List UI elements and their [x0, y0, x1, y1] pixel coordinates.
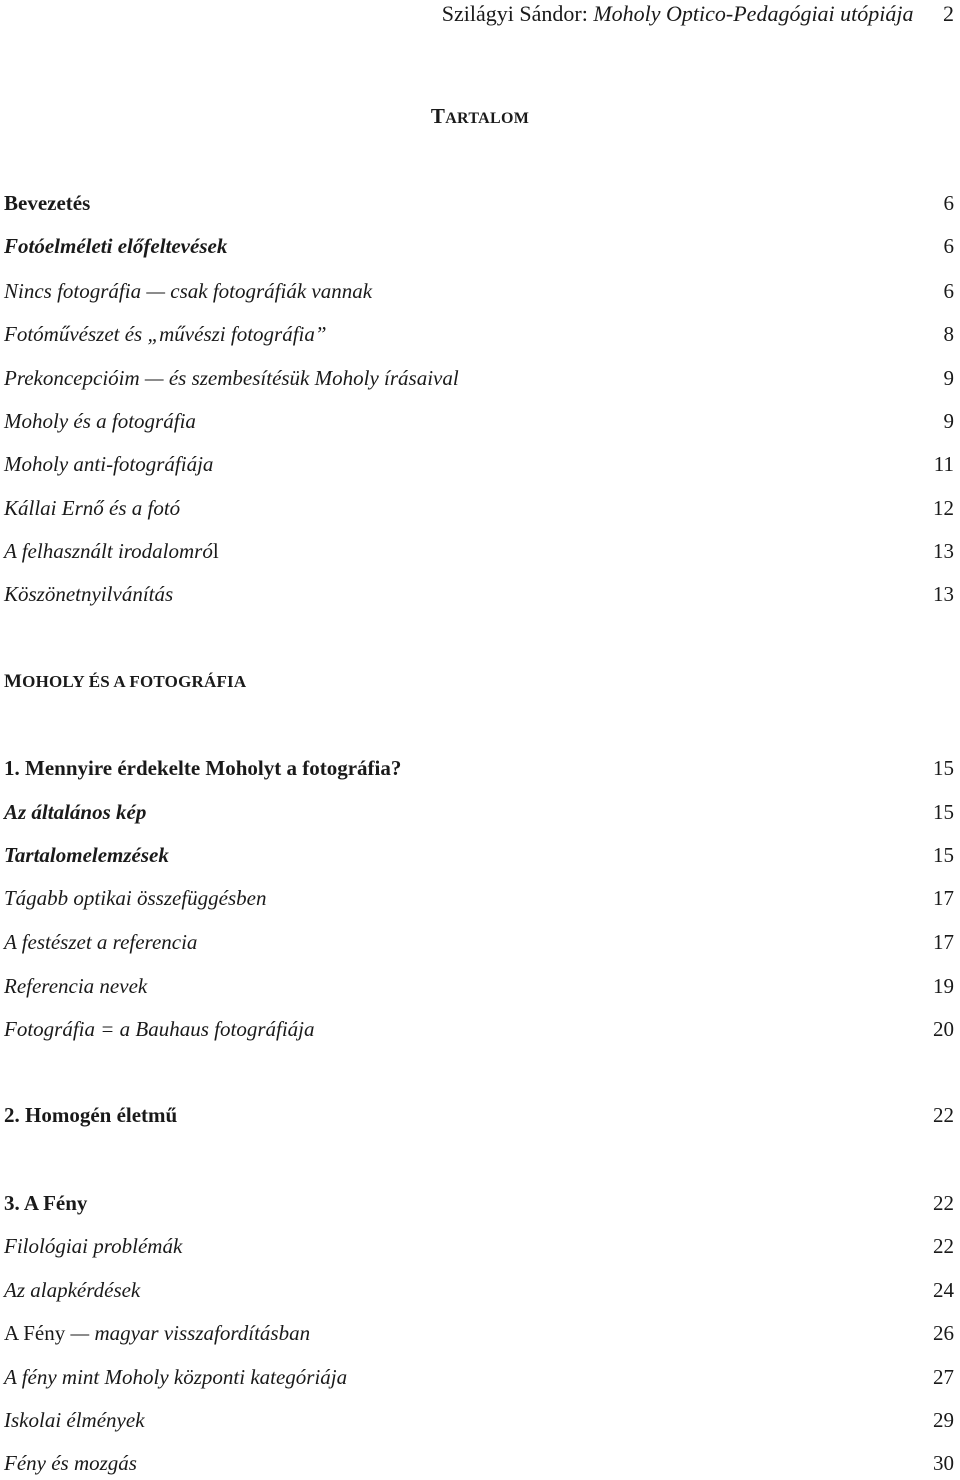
toc-section [4, 1274, 954, 1306]
toc-entry-label: Nincs fotográfia — csak fotográfiák vannak [4, 279, 373, 303]
toc-chapter-page: 15 [933, 756, 954, 780]
toc-entry-fotomuveszet [4, 318, 954, 350]
toc-section-page: 15 [933, 800, 954, 824]
toc-entry-nincs-fotografia [4, 275, 954, 307]
toc-section [4, 1230, 954, 1262]
toc-entry-page: 13 [933, 539, 954, 563]
toc-entry-page: 6 [943, 279, 954, 303]
toc-section-label: Referencia nevek [4, 974, 148, 998]
toc-entry-moholy-es-fotografia [4, 405, 954, 437]
toc-entry-kallai-erno [4, 492, 954, 524]
toc-chapter-2 [4, 1099, 954, 1131]
toc-entry-anti-fotografia [4, 448, 954, 480]
toc-section-label: Filológiai problémák [4, 1234, 183, 1258]
header-page-number: 2 [943, 1, 954, 26]
toc-section [4, 1447, 954, 1479]
part-heading-initial: M [4, 671, 23, 692]
toc-section-page: 22 [933, 1234, 954, 1258]
part-heading-word4: FOTOGRÁFIA [129, 672, 247, 691]
toc-section-page: 19 [933, 974, 954, 998]
toc-entry-label: Bevezetés [4, 191, 91, 215]
toc-section-label: Fotográfia = a Bauhaus fotográfiája [4, 1017, 315, 1041]
toc-section-page: 17 [933, 886, 954, 910]
toc-section-page: 27 [933, 1365, 954, 1389]
toc-heading-initial: T [430, 104, 446, 128]
toc-entry-label: Fotóelméleti előfeltevések [4, 234, 228, 258]
header-author: Szilágyi Sándor: [441, 1, 588, 26]
toc-entry-label: Fotóművészet és „művészi fotográfia” [4, 322, 327, 346]
toc-entry-koszonetnyilvanitas [4, 578, 954, 610]
toc-heading-rest: ARTALOM [445, 110, 530, 127]
toc-entry-label: Kállai Ernő és a fotó [4, 496, 181, 520]
part-heading [4, 671, 246, 693]
toc-section [4, 970, 954, 1002]
toc-section-label: Iskolai élmények [4, 1408, 145, 1432]
toc-section [4, 882, 954, 914]
toc-entry-prekoncepcioim [4, 362, 954, 394]
toc-entry-fotoelmeleti [4, 230, 954, 262]
toc-section [4, 839, 954, 871]
toc-entry-page: 8 [943, 322, 954, 346]
toc-chapter-page: 22 [933, 1103, 954, 1127]
toc-entry-label: Prekoncepcióim — és szembesítésük Moholy írásaival [4, 366, 459, 390]
toc-chapter-title: 3. A Fény [4, 1191, 88, 1215]
toc-section-page: 15 [933, 843, 954, 867]
toc-entry-label: Moholy anti-fotográfiája [4, 452, 214, 476]
toc-entry-page: 11 [933, 452, 954, 476]
toc-section-page: 20 [933, 1017, 954, 1041]
toc-section [4, 926, 954, 958]
toc-section-label [4, 1317, 310, 1349]
toc-entry-label: Moholy és a fotográfia [4, 409, 196, 433]
toc-section-label-plain: A Fény [4, 1321, 66, 1345]
toc-section-label: A festészet a referencia [4, 930, 198, 954]
toc-entry-label: Köszönetnyilvánítás [4, 582, 174, 606]
toc-chapter-title: 2. Homogén életmű [4, 1103, 178, 1127]
toc-section-page: 30 [933, 1451, 954, 1475]
toc-entry-page: 9 [943, 409, 954, 433]
toc-section-label-rest: — magyar visszafordításban [65, 1321, 311, 1345]
toc-section-label: Az alapkérdések [4, 1278, 141, 1302]
toc-entry-page: 6 [943, 234, 954, 258]
toc-entry-label-tail: l [212, 539, 219, 563]
toc-section [4, 1317, 954, 1349]
header-title: Moholy Optico-Pedagógiai utópiája [593, 1, 914, 26]
toc-section-label: Tartalomelemzések [4, 843, 169, 867]
toc-section [4, 796, 954, 828]
toc-section-label: Fény és mozgás [4, 1451, 137, 1475]
toc-chapter-1 [4, 752, 954, 784]
toc-section-label: Az általános kép [4, 800, 147, 824]
toc-entry-page: 13 [933, 582, 954, 606]
part-heading-word2: ÉS [88, 672, 110, 691]
toc-section [4, 1361, 954, 1393]
part-heading-word3: A [113, 672, 125, 691]
toc-entry-page: 9 [943, 366, 954, 390]
toc-section-page: 29 [933, 1408, 954, 1432]
toc-entry-felhasznalt-irodalom [4, 535, 954, 567]
toc-chapter-title: 1. Mennyire érdekelte Moholyt a fotográfia? [4, 756, 402, 780]
toc-entry-page: 6 [943, 191, 954, 215]
toc-chapter-page: 22 [933, 1191, 954, 1215]
part-heading-word1-rest: OHOLY [22, 672, 85, 691]
toc-entry-bevezetes [4, 187, 954, 219]
toc-section-label: A fény mint Moholy központi kategóriája [4, 1365, 348, 1389]
running-header [442, 0, 954, 28]
toc-section-page: 17 [933, 930, 954, 954]
toc-heading [0, 104, 960, 129]
toc-section [4, 1404, 954, 1436]
toc-chapter-3 [4, 1187, 954, 1219]
toc-section-page: 24 [933, 1278, 954, 1302]
toc-section-page: 26 [933, 1321, 954, 1345]
toc-entry-label [4, 535, 219, 567]
toc-entry-page: 12 [933, 496, 954, 520]
toc-section [4, 1013, 954, 1045]
toc-section-label: Tágabb optikai összefüggésben [4, 886, 267, 910]
toc-entry-label-main: A felhasznált irodalomró [4, 539, 213, 563]
